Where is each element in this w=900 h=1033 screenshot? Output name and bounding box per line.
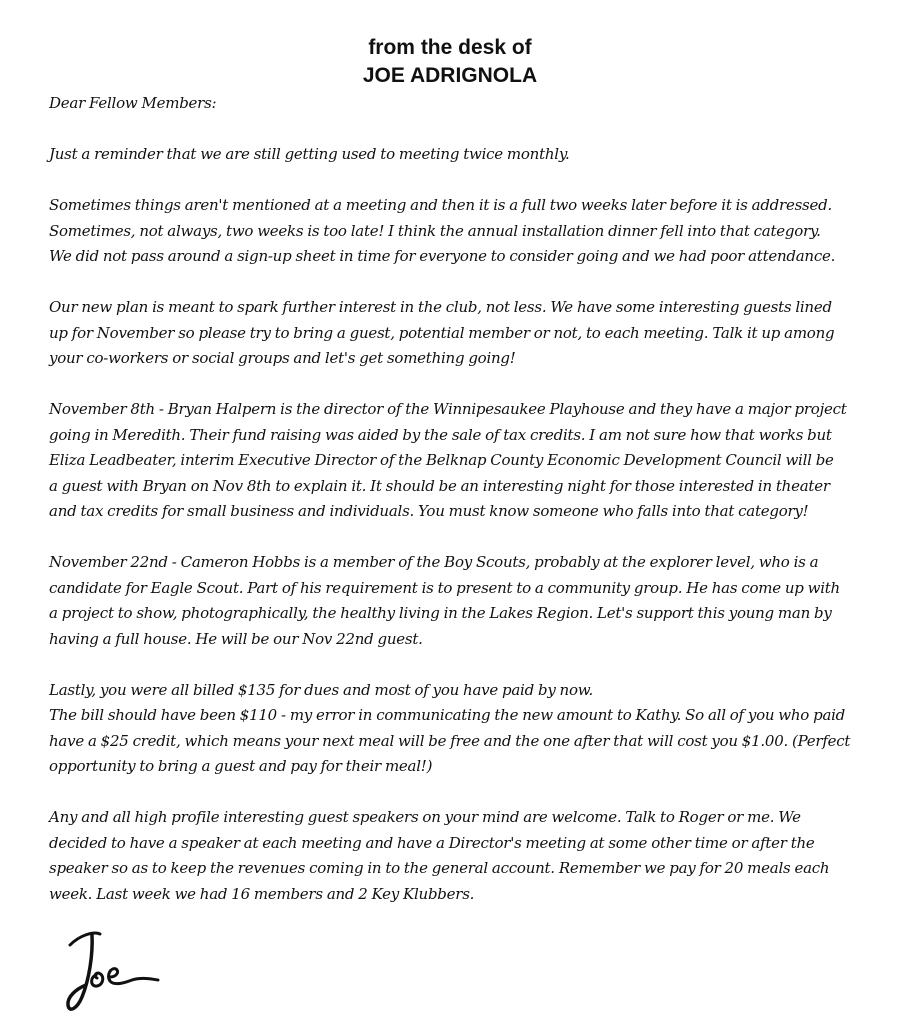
paragraph-line: a project to show, photographically, the healthy living in the Lakes Region. Let's support this young man by [49, 604, 832, 622]
paragraph-line: have a $25 credit, which means your next meal will be free and the one after that will cost you $1.00. (Perfect [49, 731, 851, 750]
paragraph-line: Sometimes, not always, two weeks is too late! I think the annual installation dinner fell into that category. [49, 221, 821, 240]
paragraph-line: Sometimes things aren't mentioned at a meeting and then it is a full two weeks later before it is addressed. [49, 196, 832, 214]
paragraph-line: having a full house. He will be our Nov 22nd guest. [49, 629, 423, 648]
paragraph-speakers [49, 805, 879, 907]
paragraph-line: and tax credits for small business and individuals. You must know someone who falls into that category! [49, 502, 809, 520]
paragraph-line: opportunity to bring a guest and pay for their meal!) [49, 757, 433, 775]
paragraph-line: going in Meredith. Their fund raising was aided by the sale of tax credits. I am not sure how that works but [49, 425, 832, 444]
letterhead [0, 34, 900, 90]
paragraph-new-plan [49, 295, 879, 372]
paragraph-line: November 8th - Bryan Halpern is the director of the Winnipesaukee Playhouse and they have a major project [49, 400, 847, 418]
paragraph-line: We did not pass around a sign-up sheet in time for everyone to consider going and we had poor attendance. [49, 247, 836, 265]
paragraph-reminder [49, 142, 879, 168]
paragraph-line: your co-workers or social groups and let's get something going! [49, 349, 516, 367]
paragraph-line: Eliza Leadbeater, interim Executive Director of the Belknap County Economic Development Council will be [49, 451, 834, 469]
paragraph-line: decided to have a speaker at each meeting and have a Director's meeting at some other time or after the [49, 833, 815, 852]
letterhead-name: JOE ADRIGNOLA [362, 64, 538, 87]
paragraph-installation-dinner [49, 193, 879, 270]
paragraph-line: a guest with Bryan on Nov 8th to explain it. It should be an interesting night for those interested in theater [49, 476, 830, 495]
paragraph-line: week. Last week we had 16 members and 2 Key Klubbers. [49, 884, 475, 903]
paragraph-line: Lastly, you were all billed $135 for dues and most of you have paid by now. [49, 680, 594, 699]
paragraph-line: Just a reminder that we are still getting used to meeting twice monthly. [49, 145, 570, 163]
paragraph-line: speaker so as to keep the revenues coming in to the general account. Remember we pay for 20 meals each [49, 859, 830, 877]
paragraph-line: The bill should have been $110 - my error in communicating the new amount to Kathy. So all of you who paid [49, 706, 846, 724]
paragraph-line: candidate for Eagle Scout. Part of his requirement is to present to a community group. He has come up with [49, 578, 840, 597]
letterhead-line-1: from the desk of [368, 36, 532, 59]
paragraph-line: Our new plan is meant to spark further interest in the club, not less. We have some interesting guests lined [49, 298, 832, 316]
paragraph-line: November 22nd - Cameron Hobbs is a member of the Boy Scouts, probably at the explorer level, who is a [49, 553, 819, 571]
paragraph-november-8 [49, 397, 879, 525]
signature-joe-icon [62, 925, 172, 1020]
paragraph-november-22 [49, 550, 879, 652]
letter-body [49, 91, 879, 933]
paragraph-dues [49, 678, 879, 780]
handwritten-signature [62, 925, 172, 1020]
paragraph-line: up for November so please try to bring a guest, potential member or not, to each meeting. Talk it up among [49, 323, 835, 342]
paragraph-line: Any and all high profile interesting guest speakers on your mind are welcome. Talk to Roger or me. We [49, 808, 801, 826]
greeting: Dear Fellow Members: [49, 94, 217, 112]
